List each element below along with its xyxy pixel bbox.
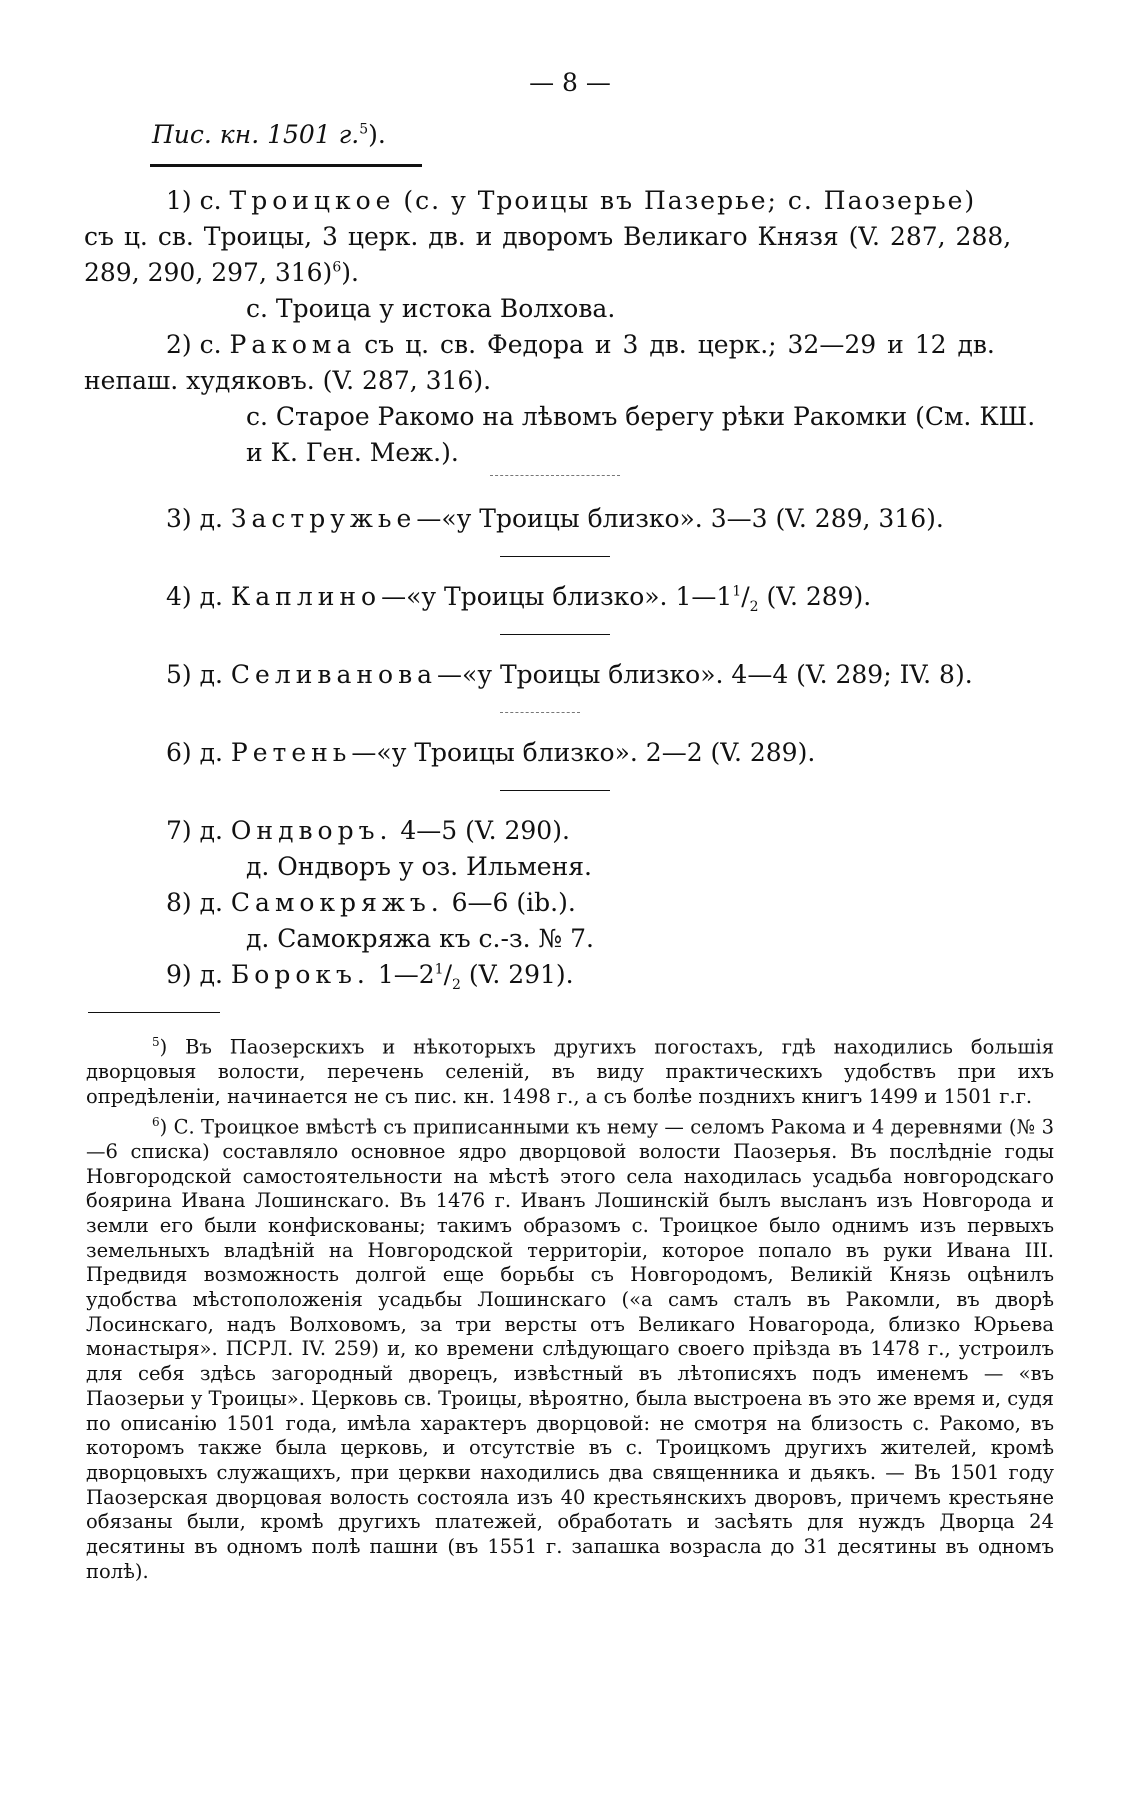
entry-8-desc: 6—6 (ib.). xyxy=(451,888,576,917)
entry-2-modern-2: и К. Ген. Меж.). xyxy=(246,438,459,467)
entry-4-number: 4) д. xyxy=(166,582,223,611)
entry-2-number: 2) с. xyxy=(166,330,222,359)
entry-1-modern: с. Троица у истока Волхова. xyxy=(246,294,616,323)
entry-7-modern: д. Ондворъ у оз. Ильменя. xyxy=(246,852,592,881)
source-underline xyxy=(150,164,422,167)
entry-4-frac-slash: / xyxy=(741,582,750,611)
entry-2 xyxy=(166,330,995,359)
entry-9 xyxy=(166,960,574,993)
entry-3-desc: —«у Троицы близко». 3—3 (V. 289, 316). xyxy=(416,504,944,533)
entry-9-frac-slash: / xyxy=(443,960,452,989)
entry-5-desc: —«у Троицы близко». 4—4 (V. 289; IV. 8). xyxy=(437,660,973,689)
footnotes xyxy=(86,1030,1054,1584)
entry-9-frac-den: 2 xyxy=(452,977,461,993)
entry-6-name: Ретень xyxy=(230,738,352,767)
separator-dotted xyxy=(490,475,620,476)
entry-8-number: 8) д. xyxy=(166,888,223,917)
entry-7 xyxy=(166,816,570,845)
entry-6-desc: —«у Троицы близко». 2—2 (V. 289). xyxy=(351,738,816,767)
source-heading xyxy=(152,120,386,149)
entry-8-modern: д. Самокряжа къ с.-з. № 7. xyxy=(246,924,594,953)
entry-2-desc: съ ц. св. Федора и 3 дв. церк.; 32—29 и 12 дв. xyxy=(364,330,995,359)
entry-9-desc: 1—2 xyxy=(377,960,435,989)
footnote-6-mark: 6 xyxy=(152,1114,160,1129)
entry-4-frac-num: 1 xyxy=(732,583,742,600)
entry-1-line2: съ ц. св. Троицы, 3 церк. дв. и дворомъ Великаго Князя (V. 287, 288, xyxy=(84,222,1012,251)
separator-dotted xyxy=(500,712,580,713)
entry-6-number: 6) д. xyxy=(166,738,223,767)
entry-7-number: 7) д. xyxy=(166,816,223,845)
source-title: Пис. кн. 1501 г. xyxy=(152,120,360,149)
entry-1-line3 xyxy=(84,258,359,287)
separator xyxy=(500,634,610,635)
entry-5-number: 5) д. xyxy=(166,660,223,689)
source-close: ). xyxy=(368,120,386,149)
footnote-5-text: ) Въ Паозерскихъ и нѣкоторыхъ другихъ погостахъ, гдѣ находились большія дворцовыя волости, перечень селеній, въ виду практическихъ удобствъ при ихъ опредѣленіи, начинается не съ пис. кн. 1498 г., а съ болѣе позднихъ книгъ 1499 и 1501 г.г. xyxy=(86,1035,1054,1108)
separator xyxy=(500,790,610,791)
entry-1 xyxy=(166,186,976,215)
entry-1-desc: (с. у Троицы въ Пазерье; с. Паозерье) xyxy=(403,186,977,215)
entry-4-frac-den: 2 xyxy=(749,599,759,615)
footnote-6-text: ) С. Троицкое вмѣстѣ съ приписанными къ нему — селомъ Ракома и 4 деревнями (№ 3—6 списка) составляло основное ядро дворцовой волости Паозерья. Въ послѣдніе годы Новгородской самостоятельности на мѣстѣ этого села находилась усадьба новгородскаго боярина Ивана Лошинскаго. Въ 1476 г. Иванъ Лошинскій былъ высланъ изъ Новгорода и земли его были конфискованы; такимъ образомъ с. Троицкое было однимъ изъ первыхъ земельныхъ владѣній на Новгородской территоріи, которое попало въ руки Ивана III. Предвидя возможность долгой еще борьбы съ Новгородомъ, Великій Князь оцѣнилъ удобства мѣстоположенія усадьбы Лошинскаго («а самъ сталъ въ Ракомли, въ дворѣ Лосинскаго, надъ Волховомъ, за три версты отъ Великаго Новагорода, близко Юрьева монастыря». ПСРЛ. IV. 259) и, ко времени слѣдующаго своего пріѣзда въ 1478 г., устроилъ для себя здѣсь загородный дворецъ, извѣстный въ лѣтописяхъ подъ именемъ — «въ Паозерьи у Троицы». Церковь св. Троицы, вѣроятно, была выстроена въ это же время и, судя по описанію 1501 года, имѣла характеръ дворцовой: не смотря на близость с. Ракомо, въ которомъ также была церковь, и отсутствіе въ с. Троицкомъ другихъ жителей, кромѣ дворцовыхъ служащихъ, при церкви находились два священника и дьякъ. — Въ 1501 году Паозерская дворцовая волость состояла изъ 40 крестьянскихъ дворовъ, причемъ крестьяне обязаны были, кромѣ другихъ платежей, обработать и засѣять для нуждъ Дворца 24 десятины въ одномъ полѣ пашни (въ 1551 г. запашка возрасла до 31 десятины въ одномъ полѣ). xyxy=(86,1115,1054,1583)
entry-2-line2: непаш. худяковъ. (V. 287, 316). xyxy=(84,366,492,395)
entry-1-line3-end: ). xyxy=(341,258,359,287)
entry-1-number: 1) с. xyxy=(166,186,222,215)
entry-4-desc: —«у Троицы близко». 1—1 xyxy=(381,582,733,611)
footnote-6 xyxy=(86,1110,1054,1585)
entry-3-number: 3) д. xyxy=(166,504,223,533)
page-number: — 8 — xyxy=(529,68,611,97)
footnote-5 xyxy=(86,1030,1054,1110)
entry-2-name: Ракома xyxy=(229,330,357,359)
entry-6 xyxy=(166,738,815,767)
entry-3-name: Застружье xyxy=(230,504,417,533)
entry-7-name: Ондворъ. xyxy=(230,816,393,845)
entry-5-name: Селиванова xyxy=(230,660,438,689)
entry-8-name: Самокряжъ. xyxy=(230,888,444,917)
entry-2-modern-1: с. Старое Ракомо на лѣвомъ берегу рѣки Ракомки (См. КШ. xyxy=(246,402,1036,431)
entry-4-name: Каплино xyxy=(230,582,382,611)
entry-8 xyxy=(166,888,576,917)
entry-1-refs: 289, 290, 297, 316) xyxy=(84,258,333,287)
entry-4-refs: (V. 289). xyxy=(766,582,872,611)
entry-9-name: Борокъ. xyxy=(230,960,370,989)
entry-4 xyxy=(166,582,872,615)
footnote-separator xyxy=(88,1012,220,1013)
footnote-ref-6: 6 xyxy=(332,259,342,276)
entry-7-desc: 4—5 (V. 290). xyxy=(400,816,570,845)
separator xyxy=(500,556,610,557)
entry-9-number: 9) д. xyxy=(166,960,223,989)
entry-5 xyxy=(166,660,973,689)
entry-9-refs: (V. 291). xyxy=(468,960,574,989)
entry-1-name: Троицкое xyxy=(229,186,396,215)
footnote-5-mark: 5 xyxy=(152,1035,160,1049)
footnote-ref-5: 5 xyxy=(359,121,369,138)
entry-3 xyxy=(166,504,944,533)
entry-9-frac-num: 1 xyxy=(434,961,444,978)
